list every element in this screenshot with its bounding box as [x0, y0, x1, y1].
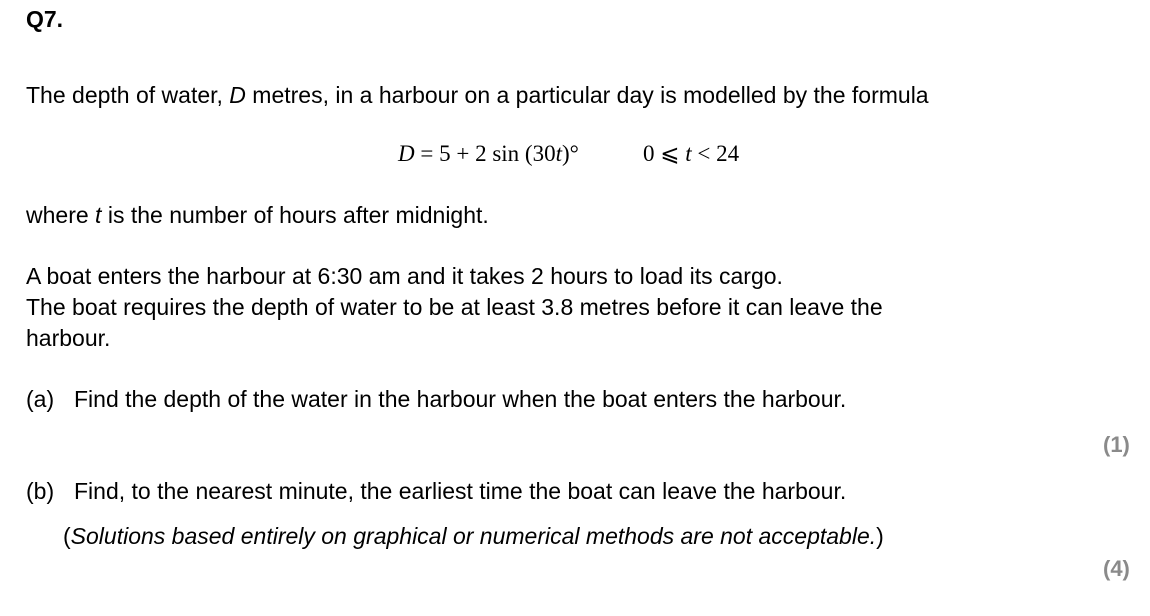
intro-text-start: The depth of water, — [26, 82, 230, 108]
formula-domain — [643, 141, 739, 167]
where-prefix: where — [26, 202, 96, 228]
note-text: Solutions based entirely on graphical or numerical methods are not acceptable. — [70, 523, 877, 549]
domain-var: t — [685, 141, 692, 166]
question-number: Q7. — [26, 6, 64, 32]
part-b-text: Find, to the nearest minute, the earliest time the boat can leave the harbour. — [74, 478, 847, 504]
formula-lhs: D — [398, 141, 415, 166]
note-close-paren: ) — [876, 523, 884, 549]
context-line: The boat requires the depth of water to be at least 3.8 metres before it can leave the — [26, 294, 883, 320]
where-statement — [26, 200, 489, 231]
context-line: A boat enters the harbour at 6:30 am and it takes 2 hours to load its cargo. — [26, 263, 783, 289]
formula-rhs-prefix: = 5 + 2 sin (30 — [414, 141, 556, 166]
part-a-text: Find the depth of the water in the harbour when the boat enters the harbour. — [74, 386, 847, 412]
part-a-marks: (1) — [1103, 432, 1130, 457]
depth-formula — [398, 141, 579, 167]
domain-suffix: < 24 — [691, 141, 740, 166]
intro-text-end: metres, in a harbour on a particular day is modelled by the formula — [245, 82, 929, 108]
where-suffix: is the number of hours after midnight. — [101, 202, 489, 228]
note-open-paren: ( — [63, 523, 71, 549]
formula-rhs-var: t — [555, 141, 562, 166]
time-variable: t — [95, 202, 102, 228]
part-b-marks: (4) — [1103, 556, 1130, 581]
domain-prefix: 0 ⩽ — [643, 141, 686, 166]
depth-variable: D — [229, 82, 246, 108]
question-intro — [26, 80, 929, 111]
part-b-note — [63, 521, 884, 552]
formula-rhs-suffix: )° — [561, 141, 579, 166]
context-line: harbour. — [26, 325, 111, 351]
part-b-label: (b) — [26, 478, 55, 504]
part-a-label: (a) — [26, 386, 55, 412]
